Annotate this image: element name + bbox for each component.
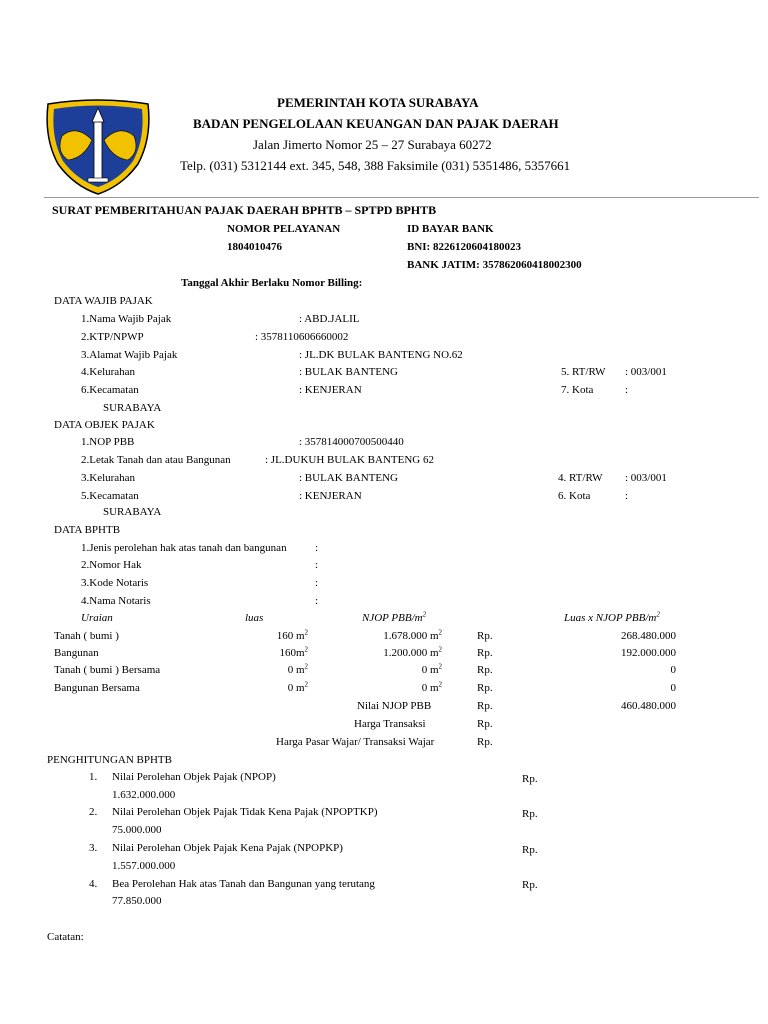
wp-alamat-value: : JL.DK BULAK BANTENG NO.62 <box>299 349 463 361</box>
bphtb-nomor-hak-colon: : <box>315 559 319 571</box>
bphtb-jenis-colon: : <box>315 542 319 554</box>
item-rp: Rp. <box>522 879 538 891</box>
harga-pasar-label: Harga Pasar Wajar/ Transaksi Wajar <box>276 736 435 748</box>
item-label: Bea Perolehan Hak atas Tanah dan Bangunan yang terutang <box>112 878 375 890</box>
item-value: 77.850.000 <box>112 895 162 907</box>
bphtb-nama-notaris-label: 4.Nama Notaris <box>81 595 151 607</box>
wp-rtrw-label: 5. RT/RW <box>561 366 606 378</box>
row-uraian: Bangunan Bersama <box>54 682 140 694</box>
header-address: Jalan Jimerto Nomor 25 – 27 Surabaya 60272 <box>253 137 492 152</box>
row-luas: $160m^2$ <box>279 645 308 659</box>
row-luas: 0 $m^2$ <box>287 680 308 694</box>
wp-nama-label: 1.Nama Wajib Pajak <box>81 313 172 325</box>
op-nop-value: : 357814000700500440 <box>299 436 404 448</box>
item-number: 2. <box>89 806 98 818</box>
section-title-bphtb: DATA BPHTB <box>54 524 121 536</box>
row-uraian: Bangunan <box>54 647 99 659</box>
row-total: 0 <box>670 664 676 676</box>
op-rtrw-label: 4. RT/RW <box>558 472 603 484</box>
row-total: 268.480.000 <box>621 630 676 642</box>
row-total: 192.000.000 <box>621 647 676 659</box>
bphtb-jenis-label: 1.Jenis perolehan hak atas tanah dan bangunan <box>81 542 287 554</box>
item-number: 4. <box>89 878 98 890</box>
surabaya-logo <box>42 98 154 196</box>
item-value: 75.000.000 <box>112 824 162 836</box>
wp-kelurahan-label: 4.Kelurahan <box>81 366 136 378</box>
harga-transaksi-label: Harga Transaksi <box>354 718 426 730</box>
row-uraian: Tanah ( bumi ) Bersama <box>54 664 161 676</box>
row-rp: Rp. <box>477 647 493 659</box>
wp-kecamatan-value: : KENJERAN <box>299 384 362 396</box>
bphtb-nama-notaris-colon: : <box>315 595 319 607</box>
op-letak-label: 2.Letak Tanah dan atau Bangunan <box>81 454 231 466</box>
op-kota-colon: : <box>625 490 629 502</box>
item-number: 1. <box>89 771 98 783</box>
row-total: 0 <box>670 682 676 694</box>
op-kecamatan-label: 5.Kecamatan <box>81 490 139 502</box>
item-label: Nilai Perolehan Objek Pajak Tidak Kena Pajak (NPOPTKP) <box>112 806 378 818</box>
row-luas: 160 $m^2$ <box>276 628 308 642</box>
table-head-luas: luas <box>245 612 264 624</box>
row-uraian: Tanah ( bumi ) <box>54 630 119 642</box>
wp-rtrw-value: : 003/001 <box>625 366 667 378</box>
row-rp: Rp. <box>477 664 493 676</box>
row-rp: Rp. <box>477 630 493 642</box>
header-line1: PEMERINTAH KOTA SURABAYA <box>277 95 479 110</box>
op-kota-label: 6. Kota <box>558 490 591 502</box>
row-njop: 0 $m^2$ <box>421 680 442 694</box>
document-title: SURAT PEMBERITAHUAN PAJAK DAERAH BPHTB – SPTPD BPHTB <box>52 203 437 217</box>
row-njop: 1.200.000 $m^2$ <box>383 645 442 659</box>
item-label: Nilai Perolehan Objek Pajak (NPOP) <box>112 771 276 783</box>
row-njop: 0 $m^2$ <box>421 662 442 676</box>
wp-kelurahan-value: : BULAK BANTENG <box>299 366 398 378</box>
section-title-objek-pajak: DATA OBJEK PAJAK <box>54 419 155 431</box>
bank-jatim-code: BANK JATIM: 357862060418002300 <box>407 259 582 271</box>
table-head-uraian: Uraian <box>81 612 113 624</box>
wp-kota-value: SURABAYA <box>103 402 162 414</box>
op-kecamatan-value: : KENJERAN <box>299 490 362 502</box>
bni-code: BNI: 8226120604180023 <box>407 241 521 253</box>
wp-ktp-label: 2.KTP/NPWP <box>81 331 144 343</box>
wp-kota-label: 7. Kota <box>561 384 594 396</box>
nilai-njop-rp: Rp. <box>477 700 493 712</box>
item-rp: Rp. <box>522 844 538 856</box>
op-kelurahan-value: : BULAK BANTENG <box>299 472 398 484</box>
item-value: 1.632.000.000 <box>112 789 176 801</box>
section-title-penghitungan: PENGHITUNGAN BPHTB <box>47 754 172 766</box>
header-divider <box>44 197 759 198</box>
item-rp: Rp. <box>522 808 538 820</box>
table-head-njop: NJOP PBB/$m^2$ <box>362 610 427 624</box>
row-rp: Rp. <box>477 682 493 694</box>
wp-nama-value: : ABD.JALIL <box>299 313 360 325</box>
wp-kecamatan-label: 6.Kecamatan <box>81 384 139 396</box>
table-head-total: Luas x NJOP PBB/$m^2$ <box>564 610 660 624</box>
wp-ktp-value: : 3578110606660002 <box>255 331 349 343</box>
billing-expiry-label: Tanggal Akhir Berlaku Nomor Billing: <box>181 277 363 289</box>
nilai-njop-label: Nilai NJOP PBB <box>357 700 432 712</box>
op-letak-value: : JL.DUKUH BULAK BANTENG 62 <box>265 454 434 466</box>
section-title-wajib-pajak: DATA WAJIB PAJAK <box>54 295 153 307</box>
nomor-pelayanan-label: NOMOR PELAYANAN <box>227 223 341 235</box>
header-phone: Telp. (031) 5312144 ext. 345, 548, 388 Faksimile (031) 5351486, 5357661 <box>180 158 571 173</box>
item-number: 3. <box>89 842 98 854</box>
row-luas: 0 $m^2$ <box>287 662 308 676</box>
nilai-njop-value: 460.480.000 <box>621 700 676 712</box>
op-kelurahan-label: 3.Kelurahan <box>81 472 136 484</box>
op-rtrw-value: : 003/001 <box>625 472 667 484</box>
wp-alamat-label: 3.Alamat Wajib Pajak <box>81 349 178 361</box>
harga-pasar-rp: Rp. <box>477 736 493 748</box>
catatan-label: Catatan: <box>47 931 84 943</box>
wp-kota-colon: : <box>625 384 629 396</box>
id-bayar-label: ID BAYAR BANK <box>407 223 494 235</box>
item-value: 1.557.000.000 <box>112 860 176 872</box>
op-nop-label: 1.NOP PBB <box>81 436 135 448</box>
bphtb-kode-notaris-colon: : <box>315 577 319 589</box>
bphtb-nomor-hak-label: 2.Nomor Hak <box>81 559 142 571</box>
item-rp: Rp. <box>522 773 538 785</box>
bphtb-kode-notaris-label: 3.Kode Notaris <box>81 577 149 589</box>
nomor-pelayanan-value: 1804010476 <box>227 241 282 253</box>
item-label: Nilai Perolehan Objek Pajak Kena Pajak (NPOPKP) <box>112 842 343 854</box>
row-njop: 1.678.000 $m^2$ <box>383 628 442 642</box>
header-line2: BADAN PENGELOLAAN KEUANGAN DAN PAJAK DAERAH <box>193 116 559 131</box>
harga-transaksi-rp: Rp. <box>477 718 493 730</box>
op-kota-value: SURABAYA <box>103 506 162 518</box>
